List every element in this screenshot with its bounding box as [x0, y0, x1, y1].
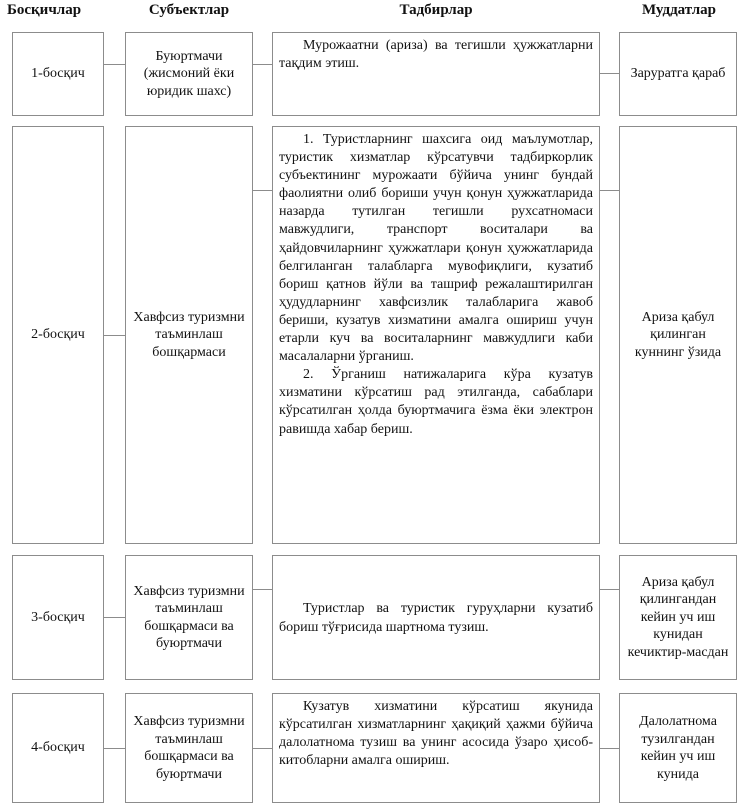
subject-box [125, 555, 253, 680]
action-box [272, 693, 600, 803]
subject-label: Хавфсиз туризмни таъминлаш бошқармаси ва буюртмачи [133, 714, 245, 782]
action-text: 1. Туристларнинг шахсига оид маълумотлар, туристик хизматлар кўрсатувчи тадбиркорлик субъектининг мурожаати бўйича унинг бундай фаолиятни олиб бориши учун қонун ҳужжатларида назарда тутилган тегишли рухсатномаси мавжудлиги, транспорт воситалари ва ҳайдовчиларнинг ҳужжатлари қонун ҳужжатларида белгиланган талабларга мувофиқлиги, кузатиб бориш қатнов йўли ва ташриф режалаштирилган ҳудудларнинг хавфсизлик талабларига жавоб бериши, кузатув хизматини амалга ошириш учун етарли куч ва воситаларнинг мавжудлиги каби масалаларни ўрганиш. [279, 132, 593, 365]
action-text: Кузатув хизматини кўрсатиш якунида кўрсатилган хизматларнинг ҳақиқий ҳажми бўйича далолатнома тузиш ва унинг асосида ўзаро ҳисоб-китобларни амалга ошириш. [279, 699, 593, 769]
connector [104, 617, 125, 618]
term-box [619, 555, 737, 680]
stage-label: 4-босқич [31, 740, 85, 756]
stage-box [12, 693, 104, 803]
term-label: Далолатнома тузилгандан кейин уч иш кунида [639, 714, 717, 782]
action-box [272, 126, 600, 544]
connector [600, 748, 619, 749]
header-subjects: Субъектлар [148, 2, 230, 18]
connector [253, 190, 272, 191]
subject-label: Хавфсиз туризмни таъминлаш бошқармаси ва буюртмачи [133, 583, 245, 651]
subject-box [125, 126, 253, 544]
term-box [619, 693, 737, 803]
term-box [619, 126, 737, 544]
subject-label: Хавфсиз туризмни таъминлаш бошқармаси [133, 309, 245, 360]
stage-box [12, 126, 104, 544]
action-text: Мурожаатни (ариза) ва тегишли ҳужжатларни тақдим этиш. [279, 38, 593, 72]
connector [600, 73, 619, 74]
connector [253, 64, 272, 65]
header-stages: Босқичлар [6, 2, 82, 18]
action-text: 2. Ўрганиш натижаларига кўра кузатув хизматини кўрсатиш рад этилганда, сабаблари кўрсатилган ҳолда буюртмачига ёзма ёки электрон равишда хабар бериш. [279, 367, 593, 437]
stage-label: 2-босқич [31, 327, 85, 343]
connector [600, 589, 619, 590]
subject-label: Буюртмачи (жисмоний ёки юридик шахс) [143, 48, 235, 99]
connector [600, 190, 619, 191]
connector [104, 335, 125, 336]
action-box [272, 32, 600, 116]
term-label: Заруратга қараб [630, 66, 726, 82]
action-text: Туристлар ва туристик гуруҳларни кузатиб бориш тўғрисида шартнома тузиш. [279, 601, 593, 635]
subject-box [125, 32, 253, 116]
stage-box [12, 32, 104, 116]
term-label: Ариза қабул қилинган куннинг ўзида [634, 309, 722, 360]
connector [253, 748, 272, 749]
header-actions: Тадбирлар [399, 2, 473, 18]
stage-box [12, 555, 104, 680]
stage-label: 1-босқич [31, 66, 85, 82]
term-label: Ариза қабул қилингандан кейин уч иш кунидан кечиктир-масдан [627, 574, 729, 660]
subject-box [125, 693, 253, 803]
term-box [619, 32, 737, 116]
connector [253, 589, 272, 590]
connector [104, 748, 125, 749]
stage-label: 3-босқич [31, 609, 85, 625]
action-box [272, 555, 600, 680]
header-terms: Муддатлар [641, 2, 717, 18]
